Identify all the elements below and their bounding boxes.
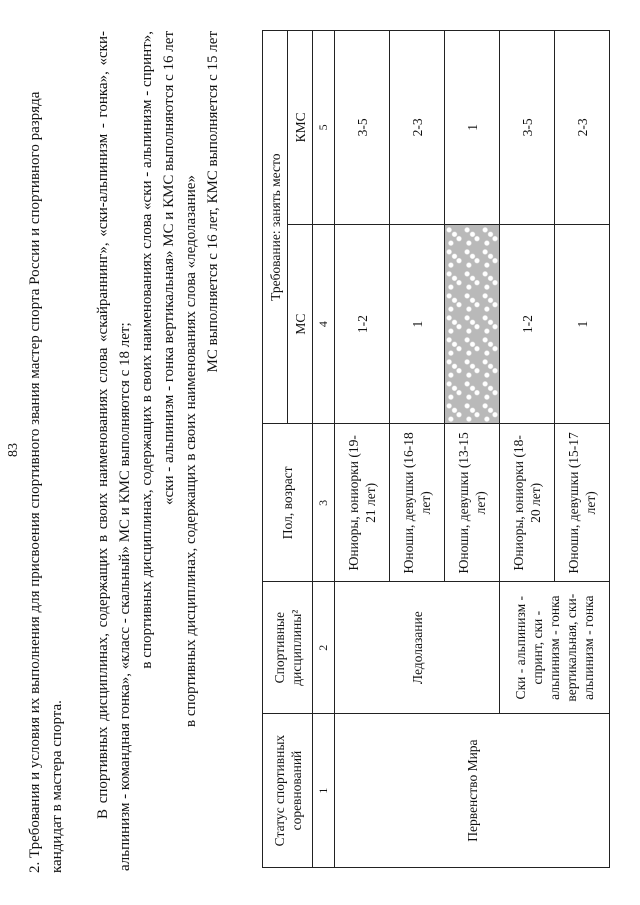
intro-line-3: «ски - альпинизм - гонка вертикальная» МС и КМС выполняются с 16 лет [161,31,177,505]
ms-cell: 1-2 [335,224,390,424]
ms-cell: 1 [390,224,445,424]
kms-cell: 2-3 [555,31,610,225]
table-header-row [263,31,288,868]
column-number-row [313,31,335,868]
status-cell: Первенство Мира [335,714,610,868]
table-row [335,31,390,868]
intro-line-5: МС выполняется с 16 лет, КМС выполняется с 15 лет [205,31,221,373]
ms-cell: 1-2 [500,224,555,424]
column-number: 2 [313,582,335,714]
gender-age-cell: Юноши, девушки (16-18 лет) [390,424,445,582]
page-number: 83 [6,443,21,457]
ms-cell: 1 [555,224,610,424]
discipline-cell: Ски - альпинизм - спринт, ски - альпинизм - гонка вертикальная, ски-альпинизм - гонка [500,582,610,714]
intro-line-1: В спортивных дисциплинах, содержащих в своих наименованиях слова «скайраннинг», «ски-альпинизм - гонка», «ски-альпинизм - командная гонка», «класс - скальный» МС и КМС выполняются с 18 лет; [95,31,133,871]
intro-line-2: в спортивных дисциплинах, содержащих в своих наименованиях слова «ски - альпинизм - спринт», [139,31,155,669]
gender-age-cell: Юноши, девушки (13-15 лет) [445,424,500,582]
kms-cell: 2-3 [390,31,445,225]
kms-cell: 3-5 [335,31,390,225]
gender-age-cell: Юноши, девушки (15-17 лет) [555,424,610,582]
header-gender-age: Пол, возраст [263,424,313,582]
column-number: 3 [313,424,335,582]
header-kms: КМС [288,31,313,225]
ms-cell-shaded [445,224,500,424]
intro-line-4: в спортивных дисциплинах, содержащих в своих наименованиях слова «ледолазание» [183,175,199,727]
discipline-cell: Ледолазание [335,582,500,714]
kms-cell: 3-5 [500,31,555,225]
intro-text [92,31,224,871]
header-ms: МС [288,224,313,424]
section-heading: 2. Требования и условия их выполнения для присвоения спортивного звания мастер спорта России и спортивного разряда кандидат в мастера спорта. [27,91,65,873]
kms-cell: 1 [445,31,500,225]
gender-age-cell: Юниоры, юниорки (19-21 лет) [335,424,390,582]
header-requirement: Требование: занять место [263,31,288,424]
gender-age-cell: Юниоры, юниорки (18-20 лет) [500,424,555,582]
requirements-table [262,30,610,868]
header-discipline: Спортивные дисциплины² [263,582,313,714]
header-status: Статус спортивных соревнований [263,714,313,868]
column-number: 4 [313,224,335,424]
column-number: 5 [313,31,335,225]
column-number: 1 [313,714,335,868]
